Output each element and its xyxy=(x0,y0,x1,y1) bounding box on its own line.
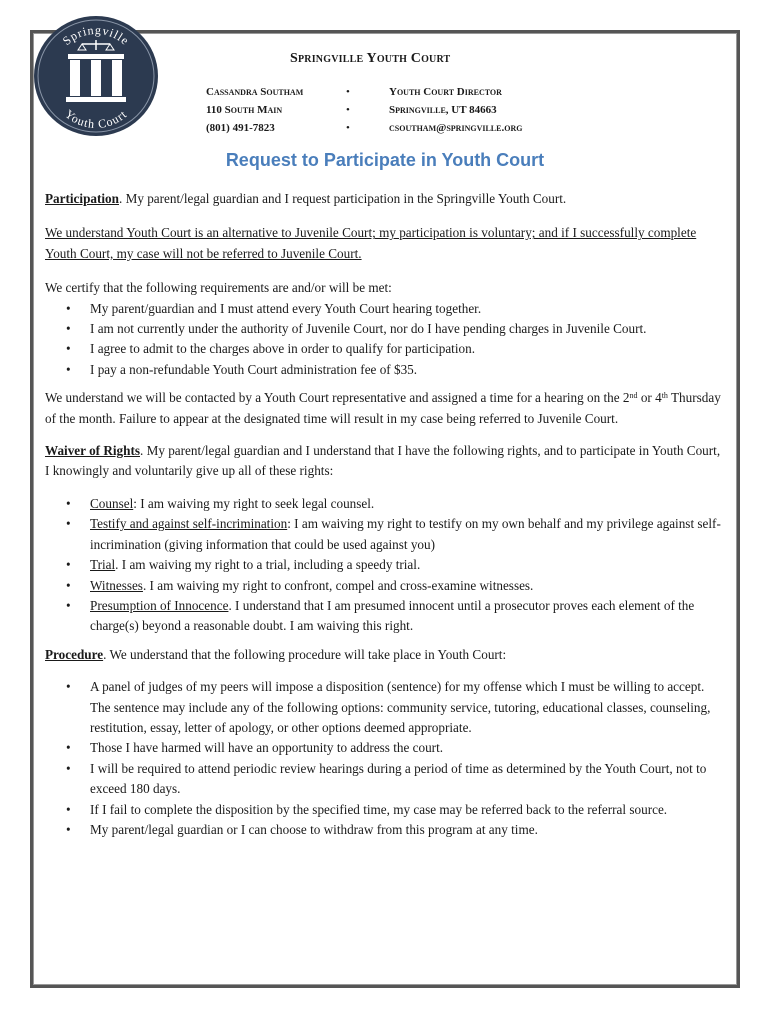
list-item: • I pay a non-refundable Youth Court administration fee of $35. xyxy=(90,360,725,380)
list-item: • I will be required to attend periodic review hearings during a period of time as determined by the Youth Court, not to exceed 180 days. xyxy=(90,759,725,800)
procedure-list xyxy=(45,677,725,840)
requirements-list xyxy=(45,299,725,381)
list-item: • I am not currently under the authority of Juvenile Court, nor do I have pending charges in Juvenile Court. xyxy=(90,319,725,339)
list-item xyxy=(90,555,725,575)
contact-text-1: We understand we will be contacted by a Youth Court representative and assigned a time for a hearing on the 2 xyxy=(45,390,630,406)
list-item: • If I fail to complete the disposition by the specified time, my case may be referred back to the referral source. xyxy=(90,800,725,820)
seal-bottom-text: Youth Court xyxy=(62,106,130,132)
rights-list xyxy=(45,494,725,637)
list-item xyxy=(90,596,725,637)
contact-separators xyxy=(346,83,350,137)
ordinal-th: th xyxy=(661,391,668,401)
participation-text: . My parent/legal guardian and I request participation in the Springville Youth Court. xyxy=(119,191,567,206)
separator-bullet: • xyxy=(346,104,350,116)
right-term: Witnesses xyxy=(90,577,143,593)
waiver-text: . My parent/legal guardian and I understand that I have the following rights, and to participate in Youth Court, I knowingly and voluntarily give up all of these rights: xyxy=(45,443,721,479)
seal-top-text: Springville xyxy=(59,22,133,48)
right-term: Trial xyxy=(90,557,116,573)
city-state-zip: Springville, UT 84663 xyxy=(389,104,497,116)
list-item xyxy=(90,514,725,555)
list-item: • Those I have harmed will have an opportunity to address the court. xyxy=(90,738,725,758)
procedure-paragraph xyxy=(45,645,725,665)
right-text: . I am waiving my right to confront, compel and cross-examine witnesses. xyxy=(142,577,534,593)
contact-left xyxy=(206,83,303,137)
contact-text-2: or 4 xyxy=(637,390,662,406)
director-title: Youth Court Director xyxy=(389,86,502,98)
list-item xyxy=(90,576,725,596)
right-text: : I am waiving my right to seek legal counsel. xyxy=(133,495,375,511)
document-title: Request to Participate in Youth Court xyxy=(225,150,545,170)
right-term: Testify and against self-incrimination xyxy=(90,516,288,532)
right-text: . I am waiving my right to a trial, including a speedy trial. xyxy=(115,557,421,573)
procedure-text: . We understand that the following procedure will take place in Youth Court: xyxy=(103,646,507,662)
contact-text-3: Thursday of the month. Failure to appear at the designated time will result in my case being referred to Juvenile Court. xyxy=(45,390,721,426)
director-name: Cassandra Southam xyxy=(206,86,304,98)
procedure-heading: Procedure xyxy=(45,646,104,662)
right-text: . I understand that I am presumed innocent until a prosecutor proves each element of the charge(s) beyond a reasonable doubt. I am waiving this right. xyxy=(90,597,695,634)
list-item xyxy=(90,494,725,514)
list-item: • A panel of judges of my peers will impose a disposition (sentence) for my offense which I must be willing to accept. The sentence may include any of the following options: community service, tutoring, educational classes, counseling, restitution, essay, letter of apology, or other options deemed appropriate. xyxy=(90,677,725,738)
certify-intro: We certify that the following requirements are and/or will be met: xyxy=(45,280,392,296)
form-body xyxy=(45,189,725,840)
email-address[interactable]: csoutham@springville.org xyxy=(389,122,523,134)
participation-paragraph xyxy=(45,189,725,209)
separator-bullet: • xyxy=(346,86,350,98)
separator-bullet: • xyxy=(346,122,350,134)
alternative-statement: We understand Youth Court is an alternative to Juvenile Court; my participation is voluntary; and if I successfully complete Youth Court, my case will not be referred to Juvenile Court. xyxy=(45,225,697,261)
participation-heading: Participation xyxy=(45,191,119,206)
waiver-heading: Waiver of Rights xyxy=(45,443,140,459)
right-text: : I am waiving my right to testify on my own behalf and my privilege against self-incrimination (giving information that could be used against you) xyxy=(90,516,721,552)
street-address: 110 South Main xyxy=(206,104,283,116)
springville-youth-court-seal xyxy=(32,12,160,140)
right-term: Presumption of Innocence xyxy=(90,597,229,613)
contact-paragraph xyxy=(45,388,725,429)
list-item: • My parent/guardian and I must attend every Youth Court hearing together. xyxy=(90,299,725,319)
list-item: • My parent/legal guardian or I can choose to withdraw from this program at any time. xyxy=(90,820,725,840)
waiver-paragraph xyxy=(45,441,725,482)
list-item: • I agree to admit to the charges above in order to qualify for participation. xyxy=(90,339,725,359)
phone-number: (801) 491-7823 xyxy=(206,122,275,134)
ordinal-nd: nd xyxy=(629,391,638,401)
court-name: Springville Youth Court xyxy=(290,51,451,66)
contact-right xyxy=(389,83,522,137)
right-term: Counsel xyxy=(90,495,134,511)
